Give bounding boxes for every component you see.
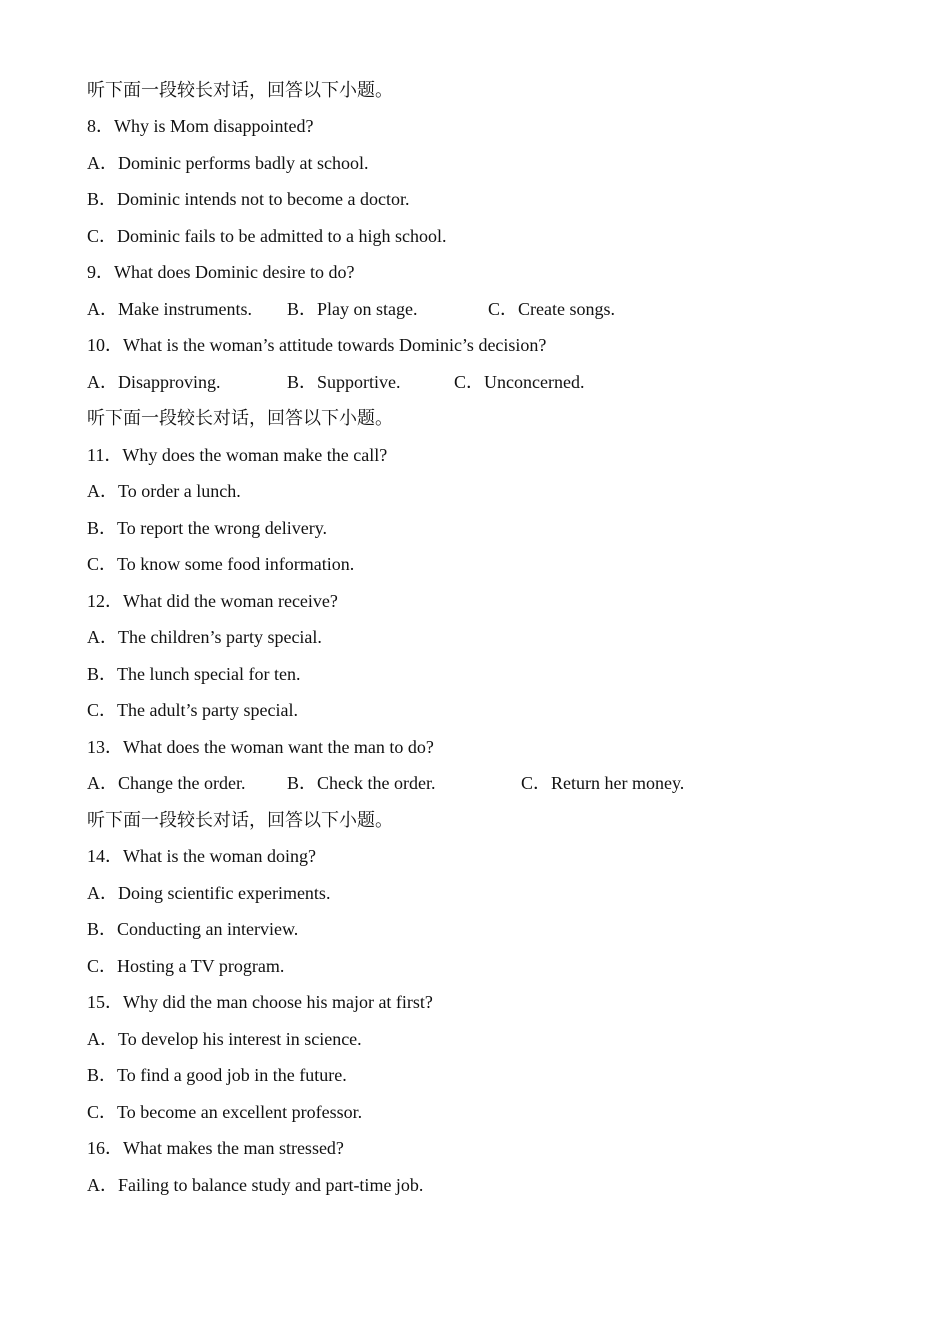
option-text: Check the order. (317, 773, 436, 793)
option-14a (87, 875, 330, 911)
option-text: To develop his interest in science. (118, 1029, 362, 1049)
option-letter: C． (87, 1102, 118, 1122)
option-letter: B． (87, 518, 118, 538)
option-text: Return her money. (551, 773, 685, 793)
question-number: 10． (87, 335, 123, 355)
question-11 (87, 437, 387, 473)
option-letter: B． (87, 1065, 118, 1085)
option-text: To order a lunch. (118, 481, 241, 501)
option-text: To know some food information. (117, 554, 355, 574)
option-9c (488, 291, 615, 327)
question-text: What does Dominic desire to do? (114, 262, 355, 282)
option-11c (87, 546, 354, 582)
option-text: Failing to balance study and part-time job. (118, 1175, 424, 1195)
option-text: Unconcerned. (484, 372, 585, 392)
option-13b (287, 765, 435, 801)
section-intro: 听下面一段较长对话，回答以下小题。 (87, 80, 393, 100)
option-letter: C． (488, 299, 519, 319)
option-text: The adult’s party special. (117, 700, 298, 720)
option-14c (87, 948, 284, 984)
option-text: Dominic fails to be admitted to a high school. (117, 226, 447, 246)
option-letter: A． (87, 372, 118, 392)
option-letter: B． (87, 189, 118, 209)
question-15 (87, 984, 433, 1020)
option-letter: B． (287, 299, 318, 319)
option-10c (454, 364, 584, 400)
option-letter: A． (87, 481, 118, 501)
option-8a (87, 145, 368, 181)
question-number: 13． (87, 737, 123, 757)
option-15c (87, 1094, 362, 1130)
question-10 (87, 327, 546, 363)
option-text: Disapproving. (118, 372, 221, 392)
option-letter: C． (87, 226, 118, 246)
question-number: 16． (87, 1138, 123, 1158)
option-letter: B． (87, 664, 118, 684)
options-row-13 (87, 765, 887, 801)
option-13a (87, 765, 245, 801)
question-text: What makes the man stressed? (123, 1138, 344, 1158)
option-9a (87, 291, 252, 327)
option-12b (87, 656, 300, 692)
option-text: To become an excellent professor. (117, 1102, 363, 1122)
option-letter: C． (521, 773, 552, 793)
option-9b (287, 291, 418, 327)
option-10a (87, 364, 221, 400)
option-letter: A． (87, 1029, 118, 1049)
question-9 (87, 254, 354, 290)
question-number: 11． (87, 445, 123, 465)
question-12 (87, 583, 338, 619)
option-letter: C． (87, 956, 118, 976)
option-letter: A． (87, 883, 118, 903)
question-text: What is the woman doing? (123, 846, 316, 866)
option-text: Change the order. (118, 773, 246, 793)
option-11b (87, 510, 327, 546)
question-text: Why did the man choose his major at first? (123, 992, 433, 1012)
option-letter: C． (454, 372, 485, 392)
option-text: Play on stage. (317, 299, 418, 319)
option-12c (87, 692, 298, 728)
option-letter: A． (87, 299, 118, 319)
question-number: 9． (87, 262, 114, 282)
question-8 (87, 108, 313, 144)
option-letter: B． (287, 773, 318, 793)
option-text: Hosting a TV program. (117, 956, 285, 976)
option-text: The children’s party special. (118, 627, 322, 647)
question-13 (87, 729, 434, 765)
option-14b (87, 911, 298, 947)
section-intro: 听下面一段较长对话，回答以下小题。 (87, 810, 393, 830)
section-intro: 听下面一段较长对话，回答以下小题。 (87, 408, 393, 428)
question-text: Why is Mom disappointed? (114, 116, 314, 136)
option-text: Dominic performs badly at school. (118, 153, 369, 173)
option-letter: B． (287, 372, 318, 392)
option-text: Dominic intends not to become a doctor. (117, 189, 410, 209)
option-15b (87, 1057, 347, 1093)
option-8c (87, 218, 446, 254)
option-text: To find a good job in the future. (117, 1065, 347, 1085)
option-text: Supportive. (317, 372, 401, 392)
option-letter: A． (87, 627, 118, 647)
options-row-10 (87, 364, 887, 400)
option-letter: C． (87, 554, 118, 574)
question-text: What does the woman want the man to do? (123, 737, 434, 757)
question-16 (87, 1130, 344, 1166)
option-letter: A． (87, 153, 118, 173)
option-text: Doing scientific experiments. (118, 883, 331, 903)
option-text: Conducting an interview. (117, 919, 299, 939)
question-text: What is the woman’s attitude towards Dominic’s decision? (123, 335, 547, 355)
question-14 (87, 838, 316, 874)
option-text: Make instruments. (118, 299, 252, 319)
options-row-9 (87, 291, 887, 327)
option-13c (521, 765, 684, 801)
question-number: 15． (87, 992, 123, 1012)
option-text: The lunch special for ten. (117, 664, 301, 684)
option-letter: C． (87, 700, 118, 720)
option-letter: B． (87, 919, 118, 939)
option-letter: A． (87, 1175, 118, 1195)
question-text: What did the woman receive? (123, 591, 338, 611)
option-text: To report the wrong delivery. (117, 518, 328, 538)
option-8b (87, 181, 409, 217)
option-text: Create songs. (518, 299, 615, 319)
question-text: Why does the woman make the call? (122, 445, 388, 465)
option-15a (87, 1021, 362, 1057)
option-16a (87, 1167, 423, 1203)
question-number: 12． (87, 591, 123, 611)
option-12a (87, 619, 322, 655)
option-11a (87, 473, 241, 509)
option-10b (287, 364, 401, 400)
question-number: 8． (87, 116, 114, 136)
question-number: 14． (87, 846, 123, 866)
option-letter: A． (87, 773, 118, 793)
